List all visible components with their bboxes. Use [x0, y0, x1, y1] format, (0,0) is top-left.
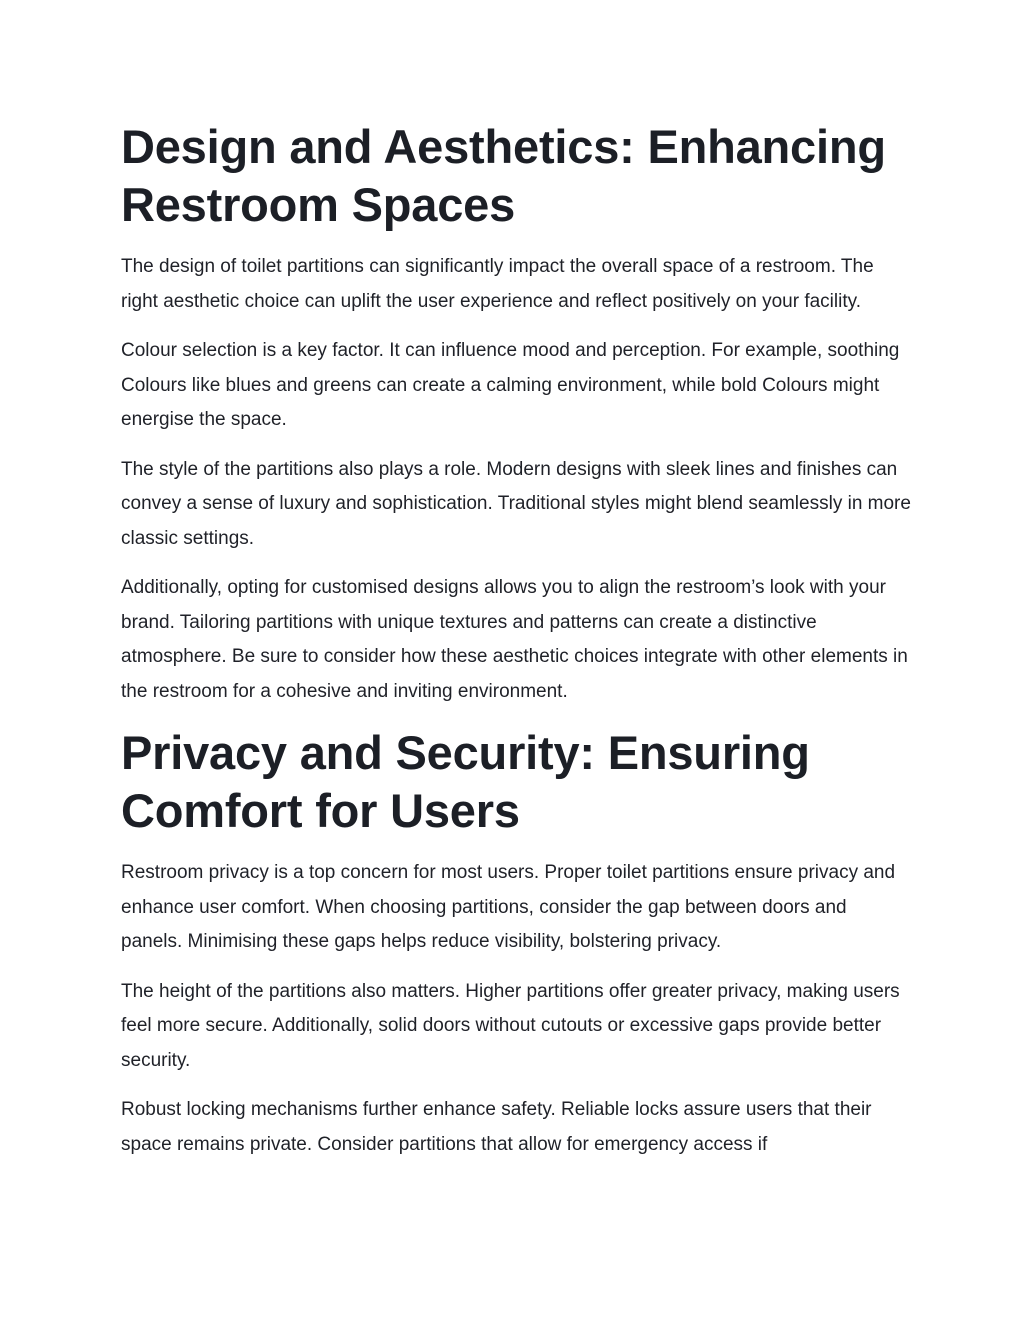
paragraph: Robust locking mechanisms further enhance safety. Reliable locks assure users that their space remains private. Consider partitions that allow for emergency access if: [121, 1099, 872, 1155]
document-page: [121, 118, 911, 1177]
paragraph: Colour selection is a key factor. It can influence mood and perception. For example, soothing Colours like blues and greens can create a calming environment, while bold Colours might energise the space.: [121, 340, 900, 430]
paragraph: The design of toilet partitions can significantly impact the overall space of a restroom. The right aesthetic choice can uplift the user experience and reflect positively on your facility.: [121, 256, 874, 312]
section-privacy-security: [121, 724, 911, 1162]
section-design-aesthetics: [121, 118, 911, 709]
section-heading: Design and Aesthetics: Enhancing Restroom Spaces: [121, 120, 886, 231]
paragraph: Restroom privacy is a top concern for most users. Proper toilet partitions ensure privacy and enhance user comfort. When choosing partitions, consider the gap between doors and panels. Minimising these gaps helps reduce visibility, bolstering privacy.: [121, 862, 896, 952]
paragraph: Additionally, opting for customised designs allows you to align the restroom’s look with your brand. Tailoring partitions with unique textures and patterns can create a distinctive atmosphere. Be sure to consider how these aesthetic choices integrate with other elements in the restroom for a cohesive and inviting environment.: [121, 577, 908, 702]
paragraph: The height of the partitions also matters. Higher partitions offer greater privacy, making users feel more secure. Additionally, solid doors without cutouts or excessive gaps provide better security.: [121, 980, 900, 1071]
paragraph: The style of the partitions also plays a role. Modern designs with sleek lines and finishes can convey a sense of luxury and sophistication. Traditional styles might blend seamlessly in more classic settings.: [121, 458, 911, 549]
section-heading: Privacy and Security: Ensuring Comfort for Users: [121, 726, 810, 837]
